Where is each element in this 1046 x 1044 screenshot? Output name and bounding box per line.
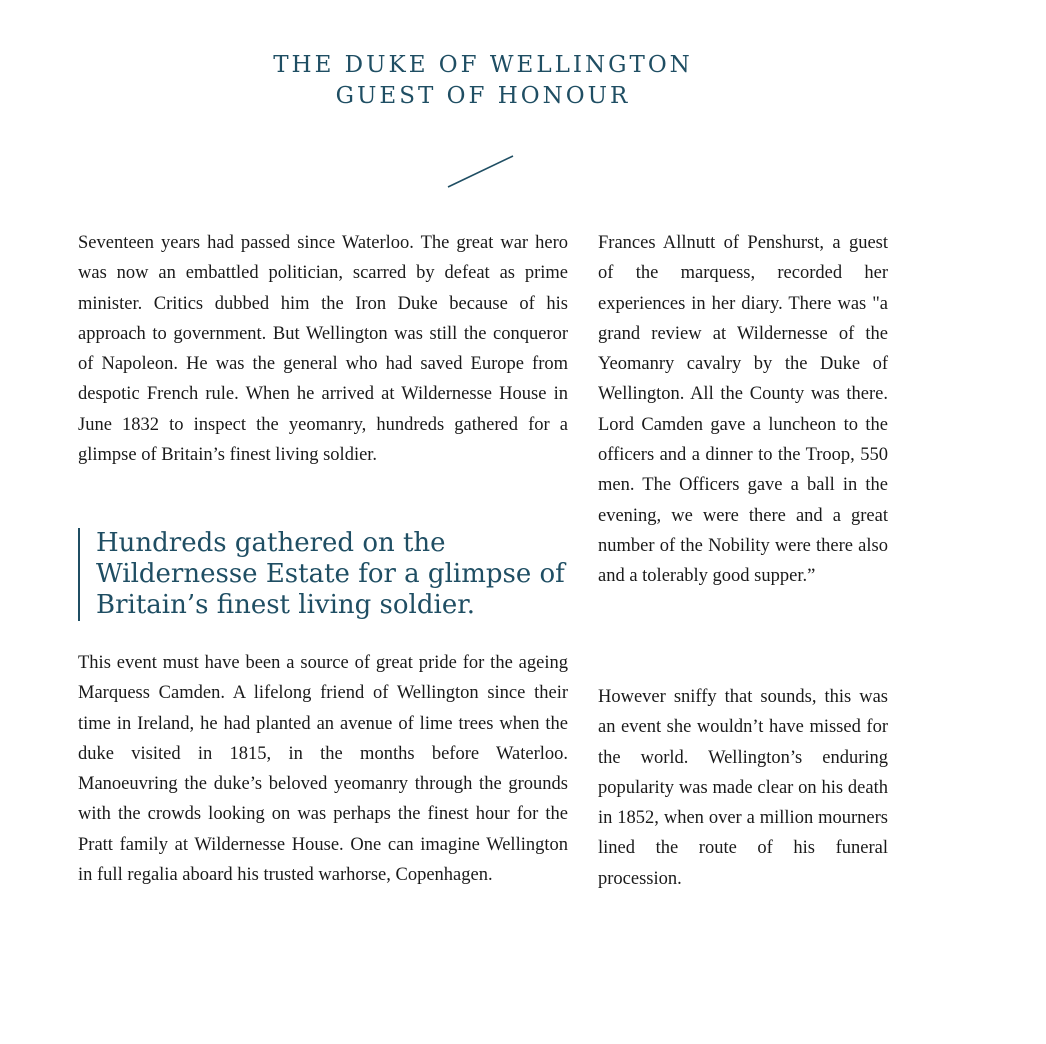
paragraph-3: Frances Allnutt of Penshurst, a guest of the marquess, recorded her experiences in her diary. There was "a grand review at Wildernesse of the Yeomanry cavalry by the Duke of Wellington. All the County was there. Lord Camden gave a luncheon to the officers and a dinner to the Troop, 550 men. The Officers gave a ball in the evening, we were there and a great number of the Nobility were there also and a tolerably good supper.” xyxy=(598,233,888,587)
paragraph-1: Seventeen years had passed since Waterloo. The great war hero was now an embattled politician, scarred by defeat as prime minister. Critics dubbed him the Iron Duke because of his approach to government. But Wellington was still the conqueror of Napoleon. He was the general who had saved Europe from despotic French rule. When he arrived at Wildernesse House in June 1832 to inspect the yeomanry, hundreds gathered for a glimpse of Britain’s finest living soldier. xyxy=(78,233,568,466)
left-column-bottom xyxy=(78,648,568,890)
paragraph-4: However sniffy that sounds, this was an event she wouldn’t have missed for the world. Wellington’s enduring popularity was made clear on his death in 1852, when over a million mourners lined the route of his funeral procession. xyxy=(598,687,888,889)
title-line-2: GUEST OF HONOUR xyxy=(335,83,631,109)
paragraph-2: This event must have been a source of great pride for the ageing Marquess Camden. A lifelong friend of Wellington since their time in Ireland, he had planted an avenue of lime trees when the duke visited in 1815, in the months before Waterloo. Manoeuvring the duke’s beloved yeomanry through the grounds with the crowds looking on was perhaps the finest hour for the Pratt family at Wildernesse House. One can imagine Wellington in full regalia aboard his trusted warhorse, Copenhagen. xyxy=(78,653,568,886)
pull-quote: Hundreds gathered on the Wildernesse Estate for a glimpse of Britain’s finest living soldier. xyxy=(78,528,596,621)
decorative-divider xyxy=(446,154,516,190)
right-column-bottom xyxy=(598,682,888,894)
right-column-top xyxy=(598,228,888,592)
left-column-top xyxy=(78,228,568,470)
title-line-1: THE DUKE OF WELLINGTON xyxy=(273,52,693,78)
page-title xyxy=(0,50,966,112)
